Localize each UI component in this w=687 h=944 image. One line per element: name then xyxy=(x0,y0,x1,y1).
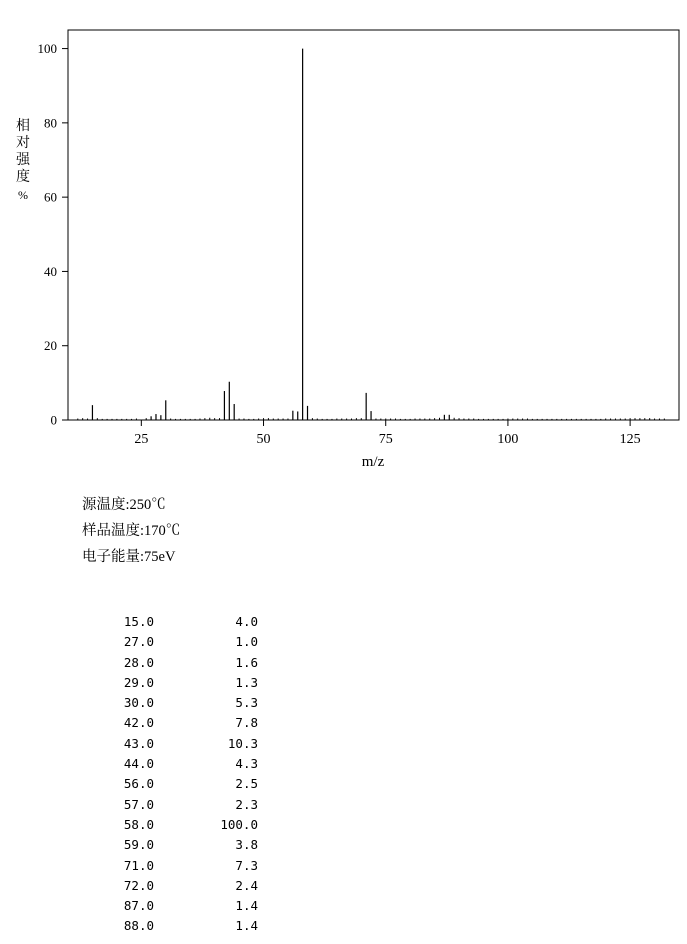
peak-intensity: 7.3 xyxy=(235,857,258,873)
peak-intensity: 10.3 xyxy=(227,735,258,751)
peak-intensity: 1.3 xyxy=(235,674,258,690)
peak-mz: 43.0 xyxy=(123,735,154,751)
y-axis-label-text: 相 对 强 度 xyxy=(16,119,30,185)
peak-mz: 56.0 xyxy=(123,776,154,792)
peak-mz: 72.0 xyxy=(123,877,154,893)
table-row xyxy=(96,693,258,713)
peak-intensity: 1.6 xyxy=(235,654,258,670)
table-row xyxy=(96,856,258,876)
table-row xyxy=(96,835,258,855)
y-axis-unit: % xyxy=(18,188,28,202)
peak-intensity: 7.8 xyxy=(235,715,258,731)
table-row xyxy=(96,815,258,835)
peak-mz: 30.0 xyxy=(123,695,154,711)
peak-intensity: 1.4 xyxy=(235,918,258,934)
x-tick-label: 75 xyxy=(378,432,393,447)
peak-mz: 57.0 xyxy=(123,796,154,812)
table-row xyxy=(96,896,258,916)
table-row xyxy=(96,754,258,774)
plot-frame xyxy=(68,30,679,420)
peak-mz: 71.0 xyxy=(123,857,154,873)
peak-intensity: 4.3 xyxy=(235,756,258,772)
peak-mz: 15.0 xyxy=(123,614,154,629)
x-axis-label: m/z xyxy=(361,454,385,470)
x-axis-ticks xyxy=(134,420,640,447)
peak-mz: 44.0 xyxy=(123,756,154,772)
peak-intensity: 1.0 xyxy=(235,634,258,650)
x-tick-label: 100 xyxy=(497,432,519,447)
peak-intensity: 4.0 xyxy=(235,614,258,629)
peak-intensity: 1.4 xyxy=(235,898,258,914)
y-tick-label: 100 xyxy=(37,41,57,57)
peak-intensity: 2.5 xyxy=(235,776,258,792)
peak-mz: 58.0 xyxy=(123,816,154,832)
x-tick-label: 125 xyxy=(619,432,641,447)
condition-source-temperature: 源温度:250℃ xyxy=(82,497,166,513)
peak-mz: 29.0 xyxy=(123,674,154,690)
x-tick-label: 50 xyxy=(256,432,271,447)
peak-intensity: 5.3 xyxy=(235,695,258,711)
y-tick-label: 0 xyxy=(50,412,57,428)
peak-intensity: 2.4 xyxy=(235,877,258,893)
acquisition-conditions xyxy=(82,492,180,570)
condition-electron-energy: 电子能量:75eV xyxy=(82,549,176,565)
table-row xyxy=(96,876,258,896)
y-tick-label: 60 xyxy=(44,189,57,205)
table-row xyxy=(96,612,258,632)
table-row xyxy=(96,795,258,815)
y-axis-ticks xyxy=(38,41,69,427)
table-row xyxy=(96,916,258,936)
peak-mz: 59.0 xyxy=(123,837,154,853)
peak-mz: 42.0 xyxy=(123,715,154,731)
table-row xyxy=(96,713,258,733)
table-row xyxy=(96,774,258,794)
y-tick-label: 40 xyxy=(44,263,57,279)
peak-intensity: 100.0 xyxy=(220,816,258,832)
peak-list-table xyxy=(96,612,258,937)
peak-mz: 88.0 xyxy=(123,918,154,934)
y-axis-label xyxy=(14,118,32,204)
y-tick-label: 80 xyxy=(44,115,57,131)
table-row xyxy=(96,632,258,652)
table-row xyxy=(96,673,258,693)
peak-mz: 87.0 xyxy=(123,898,154,914)
table-row xyxy=(96,653,258,673)
peak-intensity: 3.8 xyxy=(235,837,258,853)
x-tick-label: 25 xyxy=(134,432,149,447)
peak-intensity: 2.3 xyxy=(235,796,258,812)
condition-sample-temperature: 样品温度:170℃ xyxy=(82,523,181,539)
peak-mz: 27.0 xyxy=(123,634,154,650)
peak-mz: 28.0 xyxy=(123,654,154,670)
table-row xyxy=(96,734,258,754)
y-tick-label: 20 xyxy=(44,338,57,354)
